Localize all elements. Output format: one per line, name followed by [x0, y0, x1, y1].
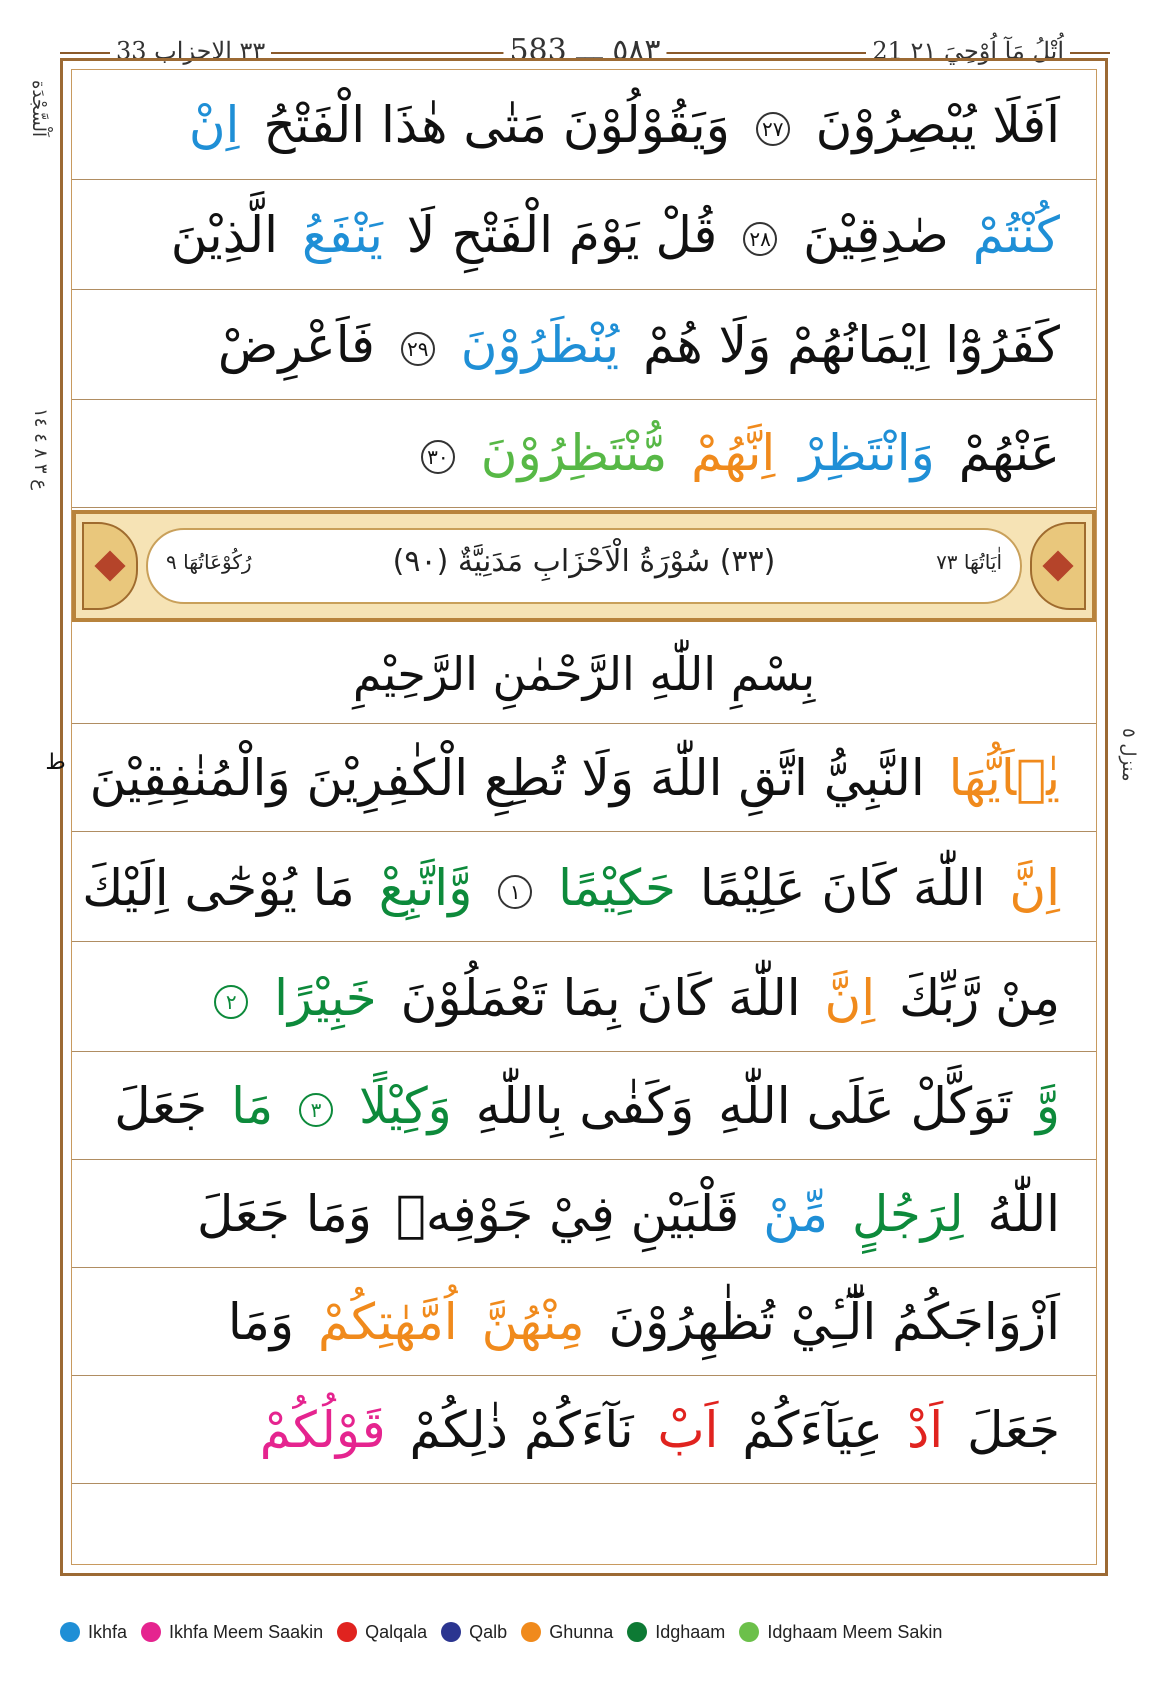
- surah-title: (٣٣) سُوْرَةُ الْاَحْزَابِ مَدَنِيَّةٌ (٩٠): [392, 544, 776, 579]
- verse-text: [104, 318, 1064, 373]
- verse-line: [72, 946, 1096, 1052]
- verse-word: صٰدِقِيْنَ: [803, 206, 949, 264]
- verse-word: نَآءَكُمْ ذٰلِكُمْ: [409, 1401, 634, 1459]
- verse-line: [72, 836, 1096, 942]
- verse-word: وَّاتَّبِعْ: [378, 859, 473, 917]
- verse-word: قَلْبَيْنِ فِيْ جَوْفِهٖ: [395, 1185, 740, 1243]
- legend-item: [521, 1622, 613, 1643]
- legend-item: [141, 1622, 323, 1643]
- side-manzil-label: منزل ٥: [1118, 728, 1139, 782]
- verse-text: [104, 971, 1064, 1026]
- verse-word: وَكِيْلًا: [358, 1077, 452, 1135]
- verse-word: يٰۤاَيُّهَا: [948, 749, 1060, 807]
- verse-text: [104, 1187, 1064, 1242]
- banner-ornament-right: [1030, 522, 1086, 610]
- verse-word: تَوَكَّلْ عَلَى اللّٰهِ: [718, 1077, 1012, 1135]
- verse-word: مِّنْ: [763, 1185, 829, 1243]
- verse-line: [72, 400, 1096, 508]
- verse-word: عَنْهُمْ: [958, 424, 1060, 482]
- verse-word: اَزْوَاجَكُمُ الّٰٓـِٔيْ تُظٰهِرُوْنَ: [608, 1293, 1060, 1351]
- legend-color-dot: [60, 1622, 80, 1642]
- verse-text: [104, 1079, 1064, 1134]
- verse-line: [45, 726, 1096, 832]
- verse-word: وَمَا: [227, 1293, 295, 1351]
- ayah-number-marker: ٣: [299, 1093, 333, 1127]
- verse-word: مَا: [231, 1077, 274, 1135]
- ayah-number-marker: ٢٩: [401, 332, 435, 366]
- basmala: بِسْمِ اللّٰهِ الرَّحْمٰنِ الرَّحِيْمِ: [352, 647, 816, 702]
- legend-label: Idghaam Meem Sakin: [767, 1621, 943, 1642]
- legend-label: Qalqala: [365, 1621, 428, 1642]
- verse-word: اَبْ: [657, 1401, 719, 1459]
- side-surah-label: اَلْسَّجْدَة: [28, 80, 49, 138]
- verse-word: اِنَّ: [824, 969, 876, 1027]
- verse-text: [104, 1403, 1064, 1458]
- verse-word: يُنْظَرُوْنَ: [460, 316, 620, 374]
- verse-word: قُلْ يَوْمَ الْفَتْحِ لَا: [406, 206, 718, 264]
- verse-word: النَّبِيُّ اتَّقِ اللّٰهَ وَلَا تُطِعِ الْكٰفِرِيْنَ وَالْمُنٰفِقِيْنَ: [89, 749, 925, 807]
- legend-color-dot: [141, 1622, 161, 1642]
- verse-word: اللّٰهَ كَانَ عَلِيْمًا: [699, 859, 986, 917]
- legend-label: Qalb: [469, 1621, 508, 1642]
- verse-word: حَكِيْمًا: [558, 859, 676, 917]
- verse-word: مِنْ رَّبِّكَ: [899, 969, 1060, 1027]
- verse-word: وَكَفٰى بِاللّٰهِ: [475, 1077, 695, 1135]
- verse-word: مِنْهُنَّ: [481, 1293, 585, 1351]
- ornament-diamond: [94, 550, 125, 581]
- juz-label: 21 اُتْلُ مَآ اُوْحِيَ ٢١: [866, 36, 1070, 66]
- verse-word: عِيَآءَكُمْ: [742, 1401, 884, 1459]
- verse-word: ط: [45, 750, 66, 775]
- surah-label: ٣٣ الاحزاب 33: [110, 36, 271, 66]
- legend-color-dot: [337, 1622, 357, 1642]
- verse-word: اُمَّهٰتِكُمْ: [317, 1293, 458, 1351]
- ayah-number-marker: ٢٧: [756, 112, 790, 146]
- verse-word: مَا يُوْحٰٓى اِلَيْكَ: [82, 859, 355, 917]
- verse-word: جَعَلَ: [967, 1401, 1060, 1459]
- legend-color-dot: [627, 1622, 647, 1642]
- side-ruku-marker: ع ٣ ٨ ٤ ١٤: [30, 408, 51, 491]
- ayah-number-marker: ٣٠: [421, 440, 455, 474]
- legend-item: [739, 1622, 942, 1643]
- verse-word: خَبِيْرًا: [274, 969, 377, 1027]
- verse-line: [72, 72, 1096, 180]
- verse-word: وَمَا جَعَلَ: [196, 1185, 372, 1243]
- ornament-diamond: [1042, 550, 1073, 581]
- ayah-number-marker: ٢٨: [743, 222, 777, 256]
- verse-line: [72, 1378, 1096, 1484]
- verse-text: [104, 98, 1064, 153]
- verse-word: اللّٰهُ: [987, 1185, 1060, 1243]
- verse-text: [104, 1295, 1064, 1350]
- verse-line: [72, 1162, 1096, 1268]
- verse-word: يَنْفَعُ: [301, 206, 383, 264]
- verse-text: [104, 426, 1064, 481]
- ayat-count: اٰيَاتُهَا ٧٣: [936, 550, 1002, 574]
- legend-item: [441, 1622, 507, 1643]
- legend-item: [627, 1622, 725, 1643]
- tajweed-legend: [60, 1612, 1110, 1652]
- page-number: ٥٨٣ ـــ 583: [503, 36, 666, 66]
- legend-label: Ikhfa: [88, 1621, 128, 1642]
- legend-item: [60, 1622, 127, 1643]
- ruku-count: رُكُوْعَاتُهَا ٩: [166, 550, 252, 574]
- legend-label: Ghunna: [549, 1621, 614, 1642]
- legend-label: Idghaam: [655, 1621, 726, 1642]
- verse-word: فَاَعْرِضْ: [217, 316, 375, 374]
- banner-ornament-left: [82, 522, 138, 610]
- verse-word: اَفَلَا يُبْصِرُوْنَ: [815, 96, 1060, 154]
- surah-banner: [72, 510, 1096, 622]
- legend-item: [337, 1622, 427, 1643]
- verse-word: وَيَقُوْلُوْنَ مَتٰى هٰذَا الْفَتْحُ: [263, 96, 730, 154]
- verse-text: [104, 208, 1064, 263]
- basmala-row: [72, 626, 1096, 724]
- verse-word: وَانْتَظِرْ: [799, 424, 935, 482]
- verse-word: كَفَرُوْٓا اِيْمَانُهُمْ وَلَا هُمْ: [643, 316, 1060, 374]
- verse-word: اِنَّهُمْ: [691, 424, 776, 482]
- ayah-number-marker: ١: [498, 875, 532, 909]
- verse-line: [72, 292, 1096, 400]
- verse-word: جَعَلَ: [114, 1077, 208, 1135]
- ayah-number-marker: ٢: [214, 985, 248, 1019]
- verse-word: وَّ: [1035, 1077, 1060, 1135]
- verse-line: [72, 182, 1096, 290]
- verse-word: اللّٰهَ كَانَ بِمَا تَعْمَلُوْنَ: [400, 969, 801, 1027]
- legend-label: Ikhfa Meem Saakin: [169, 1621, 324, 1642]
- verse-word: اِنَّ: [1009, 859, 1060, 917]
- verse-word: لِرَجُلٍ: [851, 1185, 964, 1243]
- verse-word: اَدْ: [907, 1401, 944, 1459]
- verse-word: الَّذِيْنَ: [170, 206, 279, 264]
- verse-word: كُنْتُمْ: [972, 206, 1060, 264]
- verse-text: [82, 859, 1064, 917]
- verse-word: اِنْ: [188, 96, 240, 154]
- verse-word: مُّنْتَظِرُوْنَ: [480, 424, 668, 482]
- verse-word: قَوْلُكُمْ: [259, 1401, 386, 1459]
- legend-color-dot: [521, 1622, 541, 1642]
- legend-color-dot: [441, 1622, 461, 1642]
- verse-text: [45, 749, 1064, 807]
- legend-color-dot: [739, 1622, 759, 1642]
- verse-line: [72, 1054, 1096, 1160]
- verse-line: [72, 1270, 1096, 1376]
